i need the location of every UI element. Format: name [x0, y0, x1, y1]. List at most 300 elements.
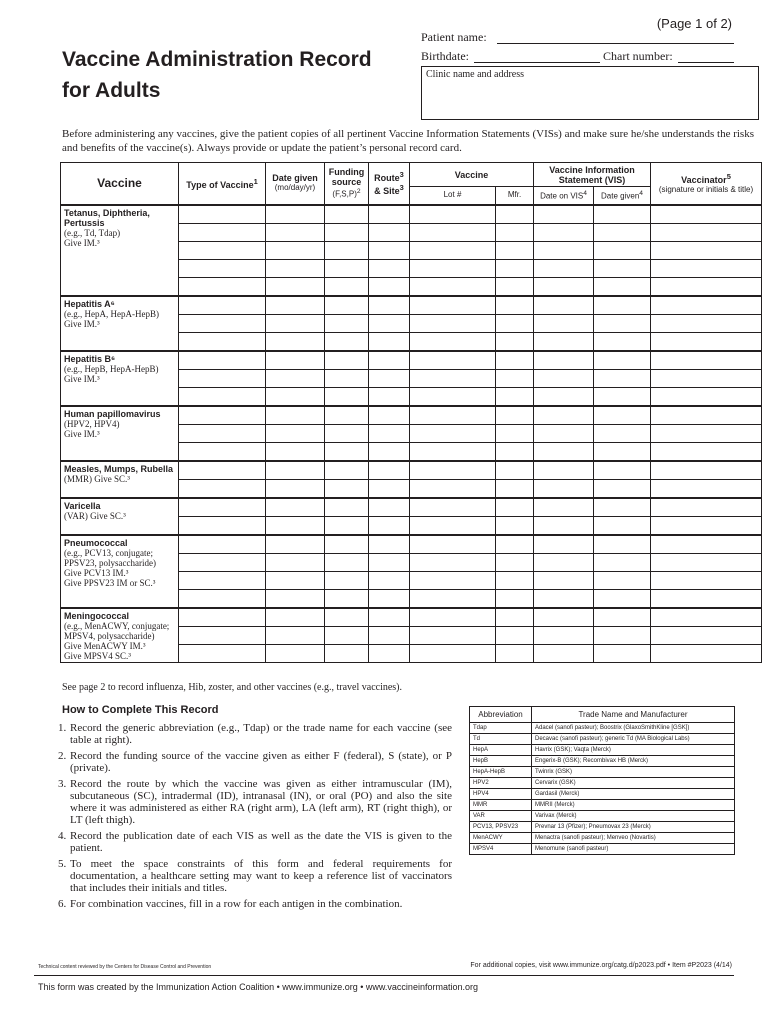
entry-cell[interactable]: [410, 314, 496, 332]
entry-cell[interactable]: [534, 406, 594, 425]
header-lot: Lot #: [410, 187, 496, 205]
entry-cell[interactable]: [369, 442, 410, 461]
step-text: For combination vaccines, fill in a row for each antigen in the combination.: [70, 898, 403, 910]
entry-cell[interactable]: [534, 387, 594, 406]
entry-cell[interactable]: [651, 277, 762, 296]
entry-cell[interactable]: [534, 608, 594, 627]
entry-cell[interactable]: [266, 369, 325, 387]
entry-cell[interactable]: [594, 479, 651, 498]
abbr-code: HPV2: [470, 778, 532, 789]
entry-cell[interactable]: [266, 535, 325, 554]
birthdate-field[interactable]: [474, 62, 600, 63]
entry-cell[interactable]: [325, 589, 369, 608]
entry-cell[interactable]: [534, 205, 594, 224]
entry-cell[interactable]: [266, 387, 325, 406]
entry-cell[interactable]: [496, 332, 534, 351]
entry-cell[interactable]: [325, 205, 369, 224]
entry-cell[interactable]: [179, 387, 266, 406]
howto-step: [58, 778, 452, 826]
entry-cell[interactable]: [496, 205, 534, 224]
vaccine-detail: (e.g., MenACWY, conjugate;: [64, 620, 170, 631]
entry-cell[interactable]: [266, 406, 325, 425]
entry-cell[interactable]: [325, 406, 369, 425]
entry-cell[interactable]: [325, 571, 369, 589]
entry-cell[interactable]: [266, 608, 325, 627]
entry-cell[interactable]: [534, 351, 594, 370]
entry-cell[interactable]: [496, 241, 534, 259]
entry-cell[interactable]: [651, 259, 762, 277]
abbr-trade-name: Menactra (sanofi pasteur); Menveo (Novartis): [532, 833, 735, 844]
entry-cell[interactable]: [594, 442, 651, 461]
entry-cell[interactable]: [496, 442, 534, 461]
vaccine-detail: Give PPSV23 IM or SC.³: [64, 577, 156, 588]
entry-cell[interactable]: [369, 332, 410, 351]
entry-cell[interactable]: [594, 223, 651, 241]
entry-cell[interactable]: [325, 553, 369, 571]
chart-number-field[interactable]: [678, 62, 734, 63]
entry-cell[interactable]: [496, 571, 534, 589]
vaccine-detail: Give MenACWY IM.³: [64, 640, 146, 651]
entry-cell[interactable]: [534, 644, 594, 662]
abbr-row: [470, 778, 735, 789]
entry-cell[interactable]: [534, 498, 594, 517]
entry-cell[interactable]: [369, 589, 410, 608]
entry-cell[interactable]: [266, 351, 325, 370]
step-number: 6.: [58, 898, 67, 910]
entry-cell[interactable]: [369, 535, 410, 554]
entry-cell[interactable]: [369, 259, 410, 277]
entry-cell[interactable]: [179, 332, 266, 351]
page-title: [62, 44, 372, 106]
entry-cell[interactable]: [325, 442, 369, 461]
entry-cell[interactable]: [594, 644, 651, 662]
entry-cell[interactable]: [179, 589, 266, 608]
howto-steps: [58, 722, 452, 914]
entry-cell[interactable]: [410, 332, 496, 351]
entry-cell[interactable]: [534, 241, 594, 259]
abbr-row: [470, 745, 735, 756]
entry-cell[interactable]: [369, 608, 410, 627]
entry-cell[interactable]: [651, 553, 762, 571]
entry-cell[interactable]: [266, 553, 325, 571]
abbr-row: [470, 723, 735, 734]
vaccine-detail: (HPV2, HPV4): [64, 418, 120, 429]
entry-cell[interactable]: [369, 241, 410, 259]
entry-cell[interactable]: [410, 498, 496, 517]
vaccine-name: Varicella: [64, 500, 101, 511]
entry-cell[interactable]: [179, 424, 266, 442]
entry-cell[interactable]: [410, 259, 496, 277]
entry-cell[interactable]: [594, 277, 651, 296]
entry-cell[interactable]: [266, 571, 325, 589]
entry-cell[interactable]: [651, 296, 762, 315]
entry-cell[interactable]: [325, 498, 369, 517]
entry-cell[interactable]: [325, 608, 369, 627]
entry-cell[interactable]: [496, 589, 534, 608]
vaccine-name-cell: [61, 498, 179, 535]
entry-cell[interactable]: [325, 314, 369, 332]
entry-cell[interactable]: [179, 535, 266, 554]
entry-cell[interactable]: [594, 424, 651, 442]
vaccine-name-cell: [61, 296, 179, 351]
entry-cell[interactable]: [534, 259, 594, 277]
vaccine-name: Tetanus, Diphtheria, Pertussis: [64, 207, 150, 228]
entry-cell[interactable]: [651, 479, 762, 498]
entry-cell[interactable]: [534, 424, 594, 442]
entry-cell[interactable]: [369, 314, 410, 332]
entry-cell[interactable]: [266, 314, 325, 332]
entry-cell[interactable]: [410, 442, 496, 461]
entry-cell[interactable]: [651, 351, 762, 370]
step-number: 5.: [58, 858, 67, 870]
entry-cell[interactable]: [369, 406, 410, 425]
entry-cell[interactable]: [594, 535, 651, 554]
entry-cell[interactable]: [410, 205, 496, 224]
entry-cell[interactable]: [266, 205, 325, 224]
entry-cell[interactable]: [325, 369, 369, 387]
abbr-row: [470, 734, 735, 745]
abbr-row: [470, 767, 735, 778]
vaccine-detail: PPSV23, polysaccharide): [64, 557, 156, 568]
entry-cell[interactable]: [410, 626, 496, 644]
vaccine-group: [61, 205, 762, 296]
header-vis-date: Date on VIS$^4$: [534, 187, 594, 205]
entry-cell[interactable]: [369, 369, 410, 387]
entry-cell[interactable]: [534, 314, 594, 332]
entry-cell[interactable]: [534, 479, 594, 498]
entry-cell[interactable]: [325, 241, 369, 259]
entry-cell[interactable]: [651, 223, 762, 241]
entry-cell[interactable]: [534, 461, 594, 480]
entry-cell[interactable]: [179, 516, 266, 535]
entry-cell[interactable]: [179, 351, 266, 370]
entry-cell[interactable]: [534, 553, 594, 571]
vaccine-name: Human papillomavirus: [64, 408, 161, 419]
entry-cell[interactable]: [651, 498, 762, 517]
entry-cell[interactable]: [369, 498, 410, 517]
entry-cell[interactable]: [594, 516, 651, 535]
entry-cell[interactable]: [496, 535, 534, 554]
entry-cell[interactable]: [496, 387, 534, 406]
entry-cell[interactable]: [325, 479, 369, 498]
entry-cell[interactable]: [369, 205, 410, 224]
entry-cell[interactable]: [179, 553, 266, 571]
vaccine-detail: (e.g., HepB, HepA-HepB): [64, 363, 159, 374]
entry-cell[interactable]: [496, 479, 534, 498]
entry-cell[interactable]: [369, 553, 410, 571]
vaccine-group: [61, 296, 762, 351]
entry-cell[interactable]: [534, 571, 594, 589]
entry-cell[interactable]: [369, 516, 410, 535]
entry-cell[interactable]: [179, 296, 266, 315]
entry-cell[interactable]: [410, 608, 496, 627]
entry-cell[interactable]: [651, 424, 762, 442]
entry-cell[interactable]: [179, 608, 266, 627]
step-text: Record the route by which the vaccine was given as either intramuscular (IM), subcutaneous (SC), intradermal (ID), intranasal (IN), or oral (PO) and also the site where it was administered as either RA (right arm), LA (left arm), RT (right thigh), or LT (left thigh).: [70, 778, 452, 826]
entry-cell[interactable]: [651, 406, 762, 425]
entry-cell[interactable]: [179, 442, 266, 461]
entry-cell[interactable]: [410, 369, 496, 387]
entry-cell[interactable]: [594, 406, 651, 425]
entry-cell[interactable]: [496, 608, 534, 627]
entry-cell[interactable]: [369, 351, 410, 370]
entry-cell[interactable]: [651, 369, 762, 387]
abbr-trade-name: Twinrix (GSK): [532, 767, 735, 778]
vaccine-group: [61, 535, 762, 608]
entry-cell[interactable]: [410, 277, 496, 296]
entry-cell[interactable]: [410, 479, 496, 498]
clinic-label: Clinic name and address: [426, 69, 525, 80]
entry-cell[interactable]: [325, 332, 369, 351]
header-vaccine-group: Vaccine: [410, 163, 534, 187]
entry-cell[interactable]: [651, 516, 762, 535]
entry-cell[interactable]: [179, 259, 266, 277]
entry-cell[interactable]: [325, 424, 369, 442]
intro-text: Before administering any vaccines, give the patient copies of all pertinent Vaccine Information Statements (VISs) and make sure he/she understands the risks and benefits of the vaccine(s). Always provide or update the patient’s personal record card.: [62, 128, 754, 154]
table-row: [61, 205, 762, 224]
entry-cell[interactable]: [534, 223, 594, 241]
entry-cell[interactable]: [651, 205, 762, 224]
entry-cell[interactable]: [534, 369, 594, 387]
entry-cell[interactable]: [325, 461, 369, 480]
table-row: [61, 535, 762, 554]
entry-cell[interactable]: [266, 479, 325, 498]
entry-cell[interactable]: [651, 241, 762, 259]
abbr-trade-name: MMRII (Merck): [532, 800, 735, 811]
page-number: (Page 1 of 2): [656, 16, 732, 31]
entry-cell[interactable]: [369, 424, 410, 442]
abbr-row: [470, 789, 735, 800]
entry-cell[interactable]: [410, 424, 496, 442]
entry-cell[interactable]: [651, 314, 762, 332]
entry-cell[interactable]: [496, 277, 534, 296]
entry-cell[interactable]: [179, 369, 266, 387]
entry-cell[interactable]: [594, 608, 651, 627]
entry-cell[interactable]: [179, 277, 266, 296]
entry-cell[interactable]: [594, 332, 651, 351]
entry-cell[interactable]: [369, 461, 410, 480]
entry-cell[interactable]: [369, 571, 410, 589]
entry-cell[interactable]: [410, 644, 496, 662]
entry-cell[interactable]: [410, 571, 496, 589]
entry-cell[interactable]: [369, 296, 410, 315]
entry-cell[interactable]: [496, 351, 534, 370]
entry-cell[interactable]: [266, 277, 325, 296]
chart-number-label: Chart number:: [603, 49, 673, 63]
entry-cell[interactable]: [651, 535, 762, 554]
entry-cell[interactable]: [266, 332, 325, 351]
entry-cell[interactable]: [266, 223, 325, 241]
entry-cell[interactable]: [369, 479, 410, 498]
created-by-note: This form was created by the Immunization Action Coalition • www.immunize.org • www.vaccineinformation.org: [38, 982, 478, 992]
entry-cell[interactable]: [534, 626, 594, 644]
entry-cell[interactable]: [496, 461, 534, 480]
entry-cell[interactable]: [325, 259, 369, 277]
entry-cell[interactable]: [496, 259, 534, 277]
entry-cell[interactable]: [594, 553, 651, 571]
entry-cell[interactable]: [266, 259, 325, 277]
entry-cell[interactable]: [266, 296, 325, 315]
entry-cell[interactable]: [651, 442, 762, 461]
entry-cell[interactable]: [594, 369, 651, 387]
entry-cell[interactable]: [266, 241, 325, 259]
table-row: [61, 296, 762, 315]
entry-cell[interactable]: [179, 314, 266, 332]
entry-cell[interactable]: [496, 553, 534, 571]
entry-cell[interactable]: [410, 351, 496, 370]
vaccine-name: Hepatitis B⁶: [64, 353, 116, 364]
entry-cell[interactable]: [179, 241, 266, 259]
howto-step: [58, 722, 452, 746]
entry-cell[interactable]: [496, 296, 534, 315]
entry-cell[interactable]: [179, 223, 266, 241]
abbr-row: [470, 833, 735, 844]
entry-cell[interactable]: [325, 296, 369, 315]
entry-cell[interactable]: [369, 387, 410, 406]
entry-cell[interactable]: [534, 332, 594, 351]
entry-cell[interactable]: [179, 644, 266, 662]
entry-cell[interactable]: [651, 644, 762, 662]
abbr-code: HepB: [470, 756, 532, 767]
entry-cell[interactable]: [651, 571, 762, 589]
entry-cell[interactable]: [496, 644, 534, 662]
step-number: 3.: [58, 778, 67, 790]
entry-cell[interactable]: [179, 205, 266, 224]
entry-cell[interactable]: [594, 589, 651, 608]
entry-cell[interactable]: [496, 223, 534, 241]
entry-cell[interactable]: [266, 424, 325, 442]
entry-cell[interactable]: [594, 387, 651, 406]
entry-cell[interactable]: [594, 571, 651, 589]
entry-cell[interactable]: [410, 589, 496, 608]
entry-cell[interactable]: [594, 498, 651, 517]
entry-cell[interactable]: [325, 516, 369, 535]
entry-cell[interactable]: [410, 387, 496, 406]
entry-cell[interactable]: [594, 296, 651, 315]
step-number: 4.: [58, 830, 67, 842]
entry-cell[interactable]: [325, 644, 369, 662]
entry-cell[interactable]: [369, 223, 410, 241]
abbr-row: [470, 844, 735, 855]
abbr-code: PCV13, PPSV23: [470, 822, 532, 833]
table-row: [61, 406, 762, 425]
abbr-trade-name: Adacel (sanofi pasteur); Boostrix (GlaxoSmithKline [GSK]): [532, 723, 735, 734]
entry-cell[interactable]: [496, 314, 534, 332]
entry-cell[interactable]: [651, 626, 762, 644]
entry-cell[interactable]: [266, 442, 325, 461]
entry-cell[interactable]: [266, 644, 325, 662]
abbr-code: HepA-HepB: [470, 767, 532, 778]
vaccine-name: Measles, Mumps, Rubella: [64, 463, 174, 474]
entry-cell[interactable]: [266, 626, 325, 644]
entry-cell[interactable]: [534, 296, 594, 315]
entry-cell[interactable]: [594, 205, 651, 224]
vaccine-group: [61, 351, 762, 406]
entry-cell[interactable]: [410, 296, 496, 315]
entry-cell[interactable]: [179, 479, 266, 498]
entry-cell[interactable]: [325, 277, 369, 296]
entry-cell[interactable]: [496, 406, 534, 425]
entry-cell[interactable]: [410, 535, 496, 554]
entry-cell[interactable]: [534, 535, 594, 554]
entry-cell[interactable]: [594, 626, 651, 644]
vaccine-name-cell: [61, 406, 179, 461]
header-vis-group: Vaccine Information Statement (VIS): [534, 163, 651, 187]
entry-cell[interactable]: [594, 314, 651, 332]
entry-cell[interactable]: [179, 498, 266, 517]
header-vaccine: Vaccine: [61, 163, 179, 205]
vaccine-name: Hepatitis A⁶: [64, 298, 115, 309]
entry-cell[interactable]: [410, 241, 496, 259]
abbr-row: [470, 811, 735, 822]
entry-cell[interactable]: [266, 516, 325, 535]
entry-cell[interactable]: [369, 626, 410, 644]
entry-cell[interactable]: [594, 351, 651, 370]
abbr-header-trade: Trade Name and Manufacturer: [532, 707, 735, 723]
entry-cell[interactable]: [266, 589, 325, 608]
entry-cell[interactable]: [410, 406, 496, 425]
entry-cell[interactable]: [325, 351, 369, 370]
entry-cell[interactable]: [325, 387, 369, 406]
entry-cell[interactable]: [534, 277, 594, 296]
entry-cell[interactable]: [594, 461, 651, 480]
entry-cell[interactable]: [369, 644, 410, 662]
entry-cell[interactable]: [179, 461, 266, 480]
vaccine-detail: Give IM.³: [64, 428, 100, 439]
entry-cell[interactable]: [410, 223, 496, 241]
entry-cell[interactable]: [410, 516, 496, 535]
entry-cell[interactable]: [496, 498, 534, 517]
clinic-address-box[interactable]: [421, 66, 759, 120]
entry-cell[interactable]: [651, 387, 762, 406]
entry-cell[interactable]: [594, 241, 651, 259]
entry-cell[interactable]: [496, 516, 534, 535]
patient-name-field[interactable]: [497, 43, 734, 44]
vaccine-detail: (e.g., Td, Tdap): [64, 227, 121, 238]
abbr-code: HPV4: [470, 789, 532, 800]
entry-cell[interactable]: [651, 608, 762, 627]
entry-cell[interactable]: [410, 553, 496, 571]
entry-cell[interactable]: [325, 626, 369, 644]
entry-cell[interactable]: [651, 332, 762, 351]
abbr-header-abbreviation: Abbreviation: [470, 707, 532, 723]
entry-cell[interactable]: [534, 516, 594, 535]
abbr-code: VAR: [470, 811, 532, 822]
entry-cell[interactable]: [369, 277, 410, 296]
entry-cell[interactable]: [651, 461, 762, 480]
entry-cell[interactable]: [496, 424, 534, 442]
entry-cell[interactable]: [179, 571, 266, 589]
abbr-code: Tdap: [470, 723, 532, 734]
entry-cell[interactable]: [325, 535, 369, 554]
entry-cell[interactable]: [410, 461, 496, 480]
entry-cell[interactable]: [266, 498, 325, 517]
entry-cell[interactable]: [534, 442, 594, 461]
entry-cell[interactable]: [496, 626, 534, 644]
entry-cell[interactable]: [179, 406, 266, 425]
vaccine-name-cell: [61, 351, 179, 406]
entry-cell[interactable]: [651, 589, 762, 608]
header-mfr: Mfr.: [496, 187, 534, 205]
entry-cell[interactable]: [179, 626, 266, 644]
entry-cell[interactable]: [496, 369, 534, 387]
howto-step: [58, 830, 452, 854]
entry-cell[interactable]: [534, 589, 594, 608]
entry-cell[interactable]: [325, 223, 369, 241]
vaccine-name: Meningococcal: [64, 610, 130, 621]
entry-cell[interactable]: [594, 259, 651, 277]
entry-cell[interactable]: [266, 461, 325, 480]
